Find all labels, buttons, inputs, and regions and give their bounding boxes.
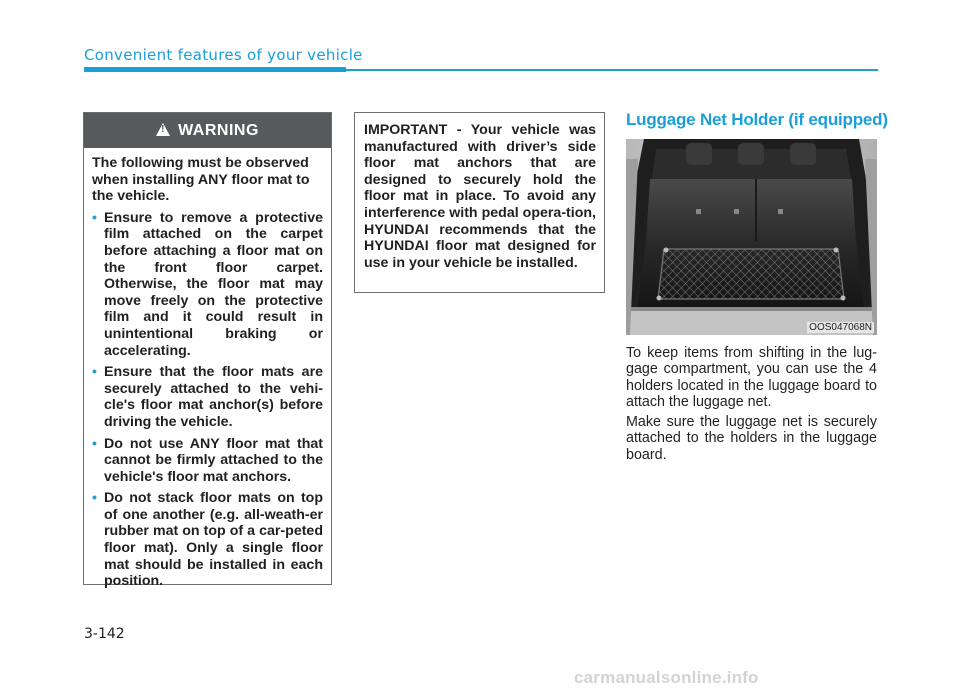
important-text: IMPORTANT - Your vehicle was manufactured with driver’s side floor mat anchors that are designed to securely hold the floor mat in place. To avoid any interference with pedal opera-tion, HYUNDAI recommends that the HYUNDAI floor mat designed for use in your vehicle be installed. [364,122,596,271]
warning-header [84,113,331,148]
warning-intro: The following must be observed when installing ANY floor mat to the vehicle. [92,155,310,205]
image-caption: OOS047068N [809,322,872,333]
header-rule [346,69,878,71]
warning-body [84,148,331,590]
warning-item: • Ensure to remove a protective film attached on the carpet before attaching a floor mat on the front floor carpet. Otherwise, the floor mat may move freely on the protective film and it could result in unintentional braking or accelerating. [92,210,323,359]
warning-item: • Do not use ANY floor mat that cannot be firmly attached to the vehicle's floor mat anchors. [92,436,323,486]
warning-item: • Do not stack floor mats on top of one another (e.g. all-weath-er rubber mat on top of a car-peted floor mat). Only a single floor mat should be installed in each position. [92,490,323,590]
page-number: 3-142 [84,626,125,642]
header-rule-accent [84,67,346,72]
section-title: Luggage Net Holder (if equipped) [626,110,888,129]
warning-item: • Ensure that the floor mats are securely attached to the vehi-cle's floor mat anchor(s) before driving the vehicle. [92,364,323,430]
body-paragraph: To keep items from shifting in the lug-gage compartment, you can use the 4 holders located in the luggage board to attach the luggage net. [626,345,877,411]
header-title: Convenient features of your vehicle [84,46,363,64]
watermark: carmanualsonline.info [574,668,759,687]
luggage-net-photo [626,139,877,335]
warning-box [83,112,332,590]
warning-heading: WARNING [178,121,259,139]
body-paragraph: Make sure the luggage net is securely attached to the holders in the luggage board. [626,414,877,463]
luggage-compartment-illustration [626,139,877,335]
warning-triangle-icon [156,123,170,136]
important-box [354,112,605,293]
warning-list [92,210,323,590]
